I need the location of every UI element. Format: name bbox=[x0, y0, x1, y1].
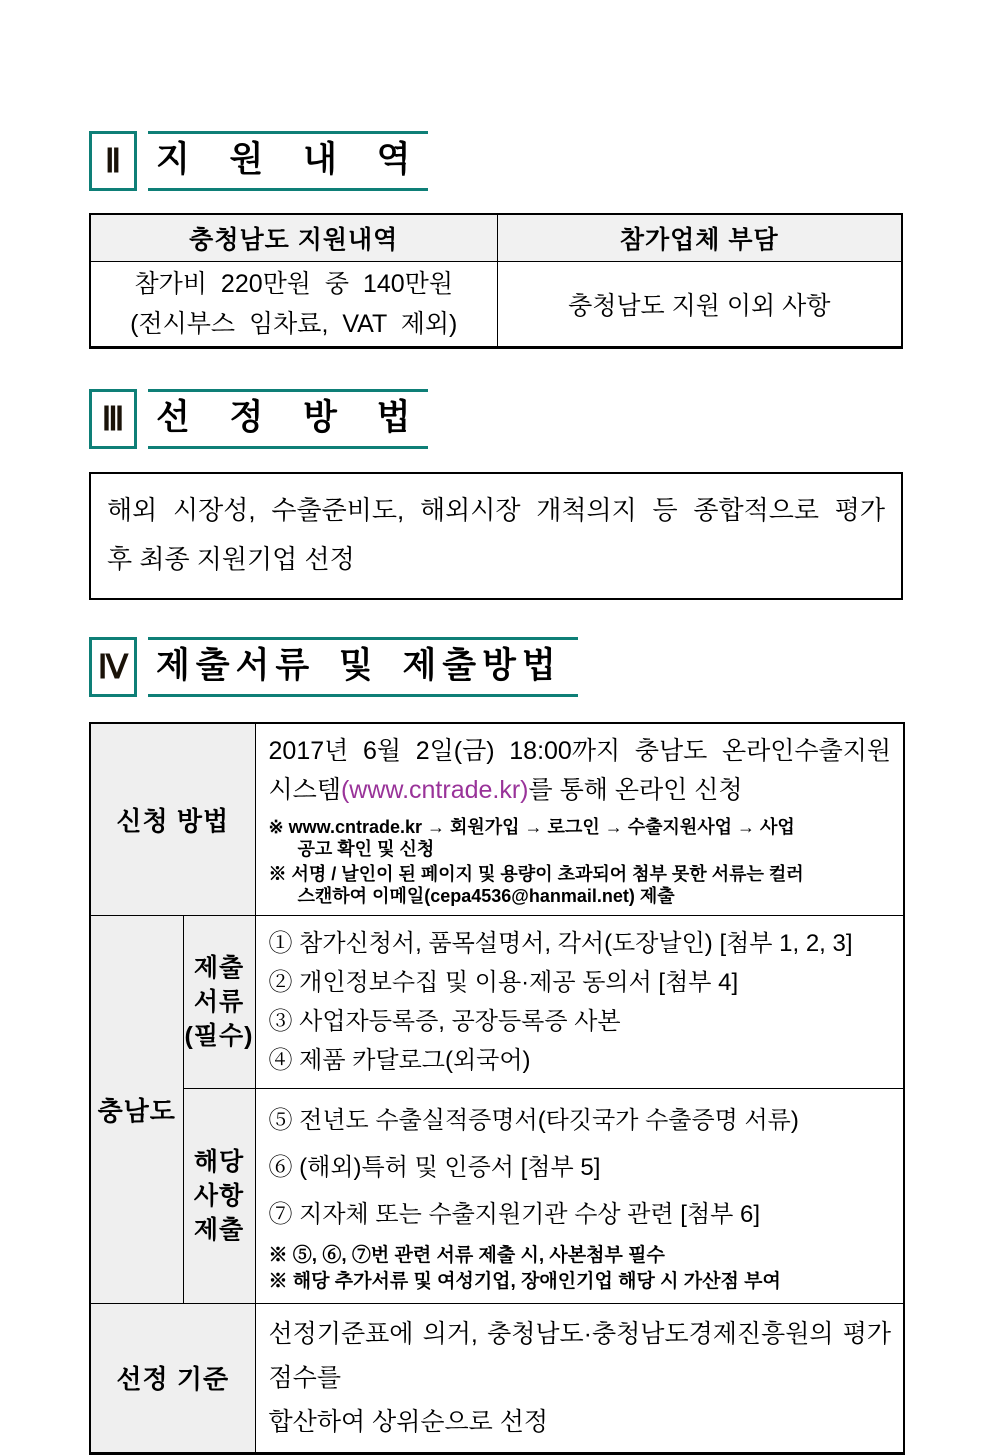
section-header-submission bbox=[89, 600, 905, 697]
apply-note2-line1: 서명 / 날인이 된 페이지 및 용량이 초과되어 첨부 못한 서류는 컬러 bbox=[291, 863, 804, 884]
support-amount-cell bbox=[90, 261, 497, 347]
apply-method-cell bbox=[255, 723, 904, 916]
note-marker: ※ bbox=[268, 816, 284, 837]
criteria-line2: 합산하여 상위순으로 선정 bbox=[268, 1407, 549, 1436]
apply-method-label: 신청 방법 bbox=[90, 723, 255, 916]
required-item-4: ④ 제품 카달로그(외국어) bbox=[268, 1046, 531, 1074]
note-marker: ※ bbox=[268, 863, 287, 884]
required-label-line3: (필수) bbox=[184, 1021, 254, 1050]
section-numeral: Ⅳ bbox=[97, 649, 129, 686]
apply-line2 bbox=[269, 771, 892, 810]
conditional-note-2: ※ 해당 추가서류 및 여성기업, 장애인기업 해당 시 가산점 부여 bbox=[268, 1270, 781, 1292]
section-numeral: Ⅱ bbox=[104, 144, 122, 180]
criteria-cell bbox=[255, 1303, 904, 1453]
conditional-documents-label bbox=[183, 1088, 255, 1303]
support-amount-line1: 참가비 220만원 중 140만원 bbox=[134, 269, 453, 298]
apply-note2-line2: 스캔하여 이메일(cepa4536@hanmail.net) 제출 bbox=[297, 885, 675, 906]
section-numeral: Ⅲ bbox=[101, 401, 125, 438]
required-item-3: ③ 사업자등록증, 공장등록증 사본 bbox=[268, 1007, 621, 1035]
conditional-label-line3: 제출 bbox=[193, 1215, 245, 1244]
conditional-label-line2: 사항 bbox=[193, 1181, 245, 1210]
required-item-2: ② 개인정보수집 및 이용·제공 동의서 [첨부 4] bbox=[268, 968, 739, 996]
section-numeral-box bbox=[89, 389, 137, 449]
support-table-header-company: 참가업체 부담 bbox=[497, 214, 902, 261]
required-documents-cell bbox=[255, 915, 904, 1088]
selection-method-line2: 후 최종 지원기업 선정 bbox=[107, 543, 355, 574]
support-amount-line2: (전시부스 임차료, VAT 제외) bbox=[130, 309, 458, 338]
section-title: 선 정 방 법 bbox=[148, 389, 428, 449]
submission-table bbox=[89, 722, 905, 1455]
support-table-header-row bbox=[90, 214, 902, 261]
section-numeral-box bbox=[89, 131, 137, 191]
section-numeral-box bbox=[89, 637, 137, 697]
apply-notes bbox=[269, 816, 892, 907]
criteria-line1: 선정기준표에 의거, 충청남도·충청남도경제진흥원의 평가 점수를 bbox=[268, 1319, 892, 1392]
section-title: 제출서류 및 제출방법 bbox=[148, 637, 578, 697]
support-table bbox=[89, 213, 903, 349]
apply-note2 bbox=[269, 863, 892, 907]
company-burden-cell: 충청남도 지원 이외 사항 bbox=[497, 261, 902, 347]
apply-method-row bbox=[90, 723, 904, 916]
conditional-item-7: ⑦ 지자체 또는 수출지원기관 수상 관련 [첨부 6] bbox=[268, 1200, 761, 1228]
conditional-documents-cell bbox=[255, 1088, 904, 1303]
apply-line2-post: 를 통해 온라인 신청 bbox=[528, 775, 743, 804]
apply-note1-line2: 공고 확인 및 신청 bbox=[297, 838, 435, 859]
criteria-row bbox=[90, 1303, 904, 1453]
section-title: 지 원 내 역 bbox=[148, 131, 428, 191]
criteria-label: 선정 기준 bbox=[90, 1303, 255, 1453]
support-table-body-row bbox=[90, 261, 902, 347]
conditional-label-line1: 해당 bbox=[193, 1147, 245, 1176]
section-header-support bbox=[89, 0, 905, 191]
apply-line1: 2017년 6월 2일(금) 18:00까지 충남도 온라인수출지원 bbox=[268, 736, 892, 765]
apply-line2-pre: 시스템 bbox=[268, 775, 341, 804]
required-item-1: ① 참가신청서, 품목설명서, 각서(도장날인) [첨부 1, 2, 3] bbox=[268, 929, 853, 957]
conditional-item-6: ⑥ (해외)특허 및 인증서 [첨부 5] bbox=[268, 1153, 601, 1181]
apply-note1 bbox=[269, 816, 892, 860]
conditional-documents-row bbox=[90, 1088, 904, 1303]
required-label-line2: 서류 bbox=[193, 987, 245, 1016]
required-label-line1: 제출 bbox=[193, 953, 245, 982]
conditional-item-5: ⑤ 전년도 수출실적증명서(타깃국가 수출증명 서류) bbox=[268, 1106, 799, 1134]
selection-method-box bbox=[89, 472, 903, 600]
conditional-note-1: ※ ⑤, ⑥, ⑦번 관련 서류 제출 시, 사본첨부 필수 bbox=[268, 1244, 665, 1266]
required-documents-row bbox=[90, 915, 904, 1088]
apply-note1-line1: www.cntrade.kr → 회원가입 → 로그인 → 수출지원사업 → 사업 bbox=[288, 816, 795, 837]
apply-url: (www.cntrade.kr) bbox=[340, 775, 529, 804]
document-content bbox=[89, 0, 905, 1455]
support-table-header-province: 충청남도 지원내역 bbox=[90, 214, 497, 261]
selection-method-line1: 해외 시장성, 수출준비도, 해외시장 개척의지 등 종합적으로 평가 bbox=[107, 494, 885, 525]
required-documents-label bbox=[183, 915, 255, 1088]
section-header-selection bbox=[89, 349, 905, 449]
region-label: 충남도 bbox=[90, 915, 183, 1303]
